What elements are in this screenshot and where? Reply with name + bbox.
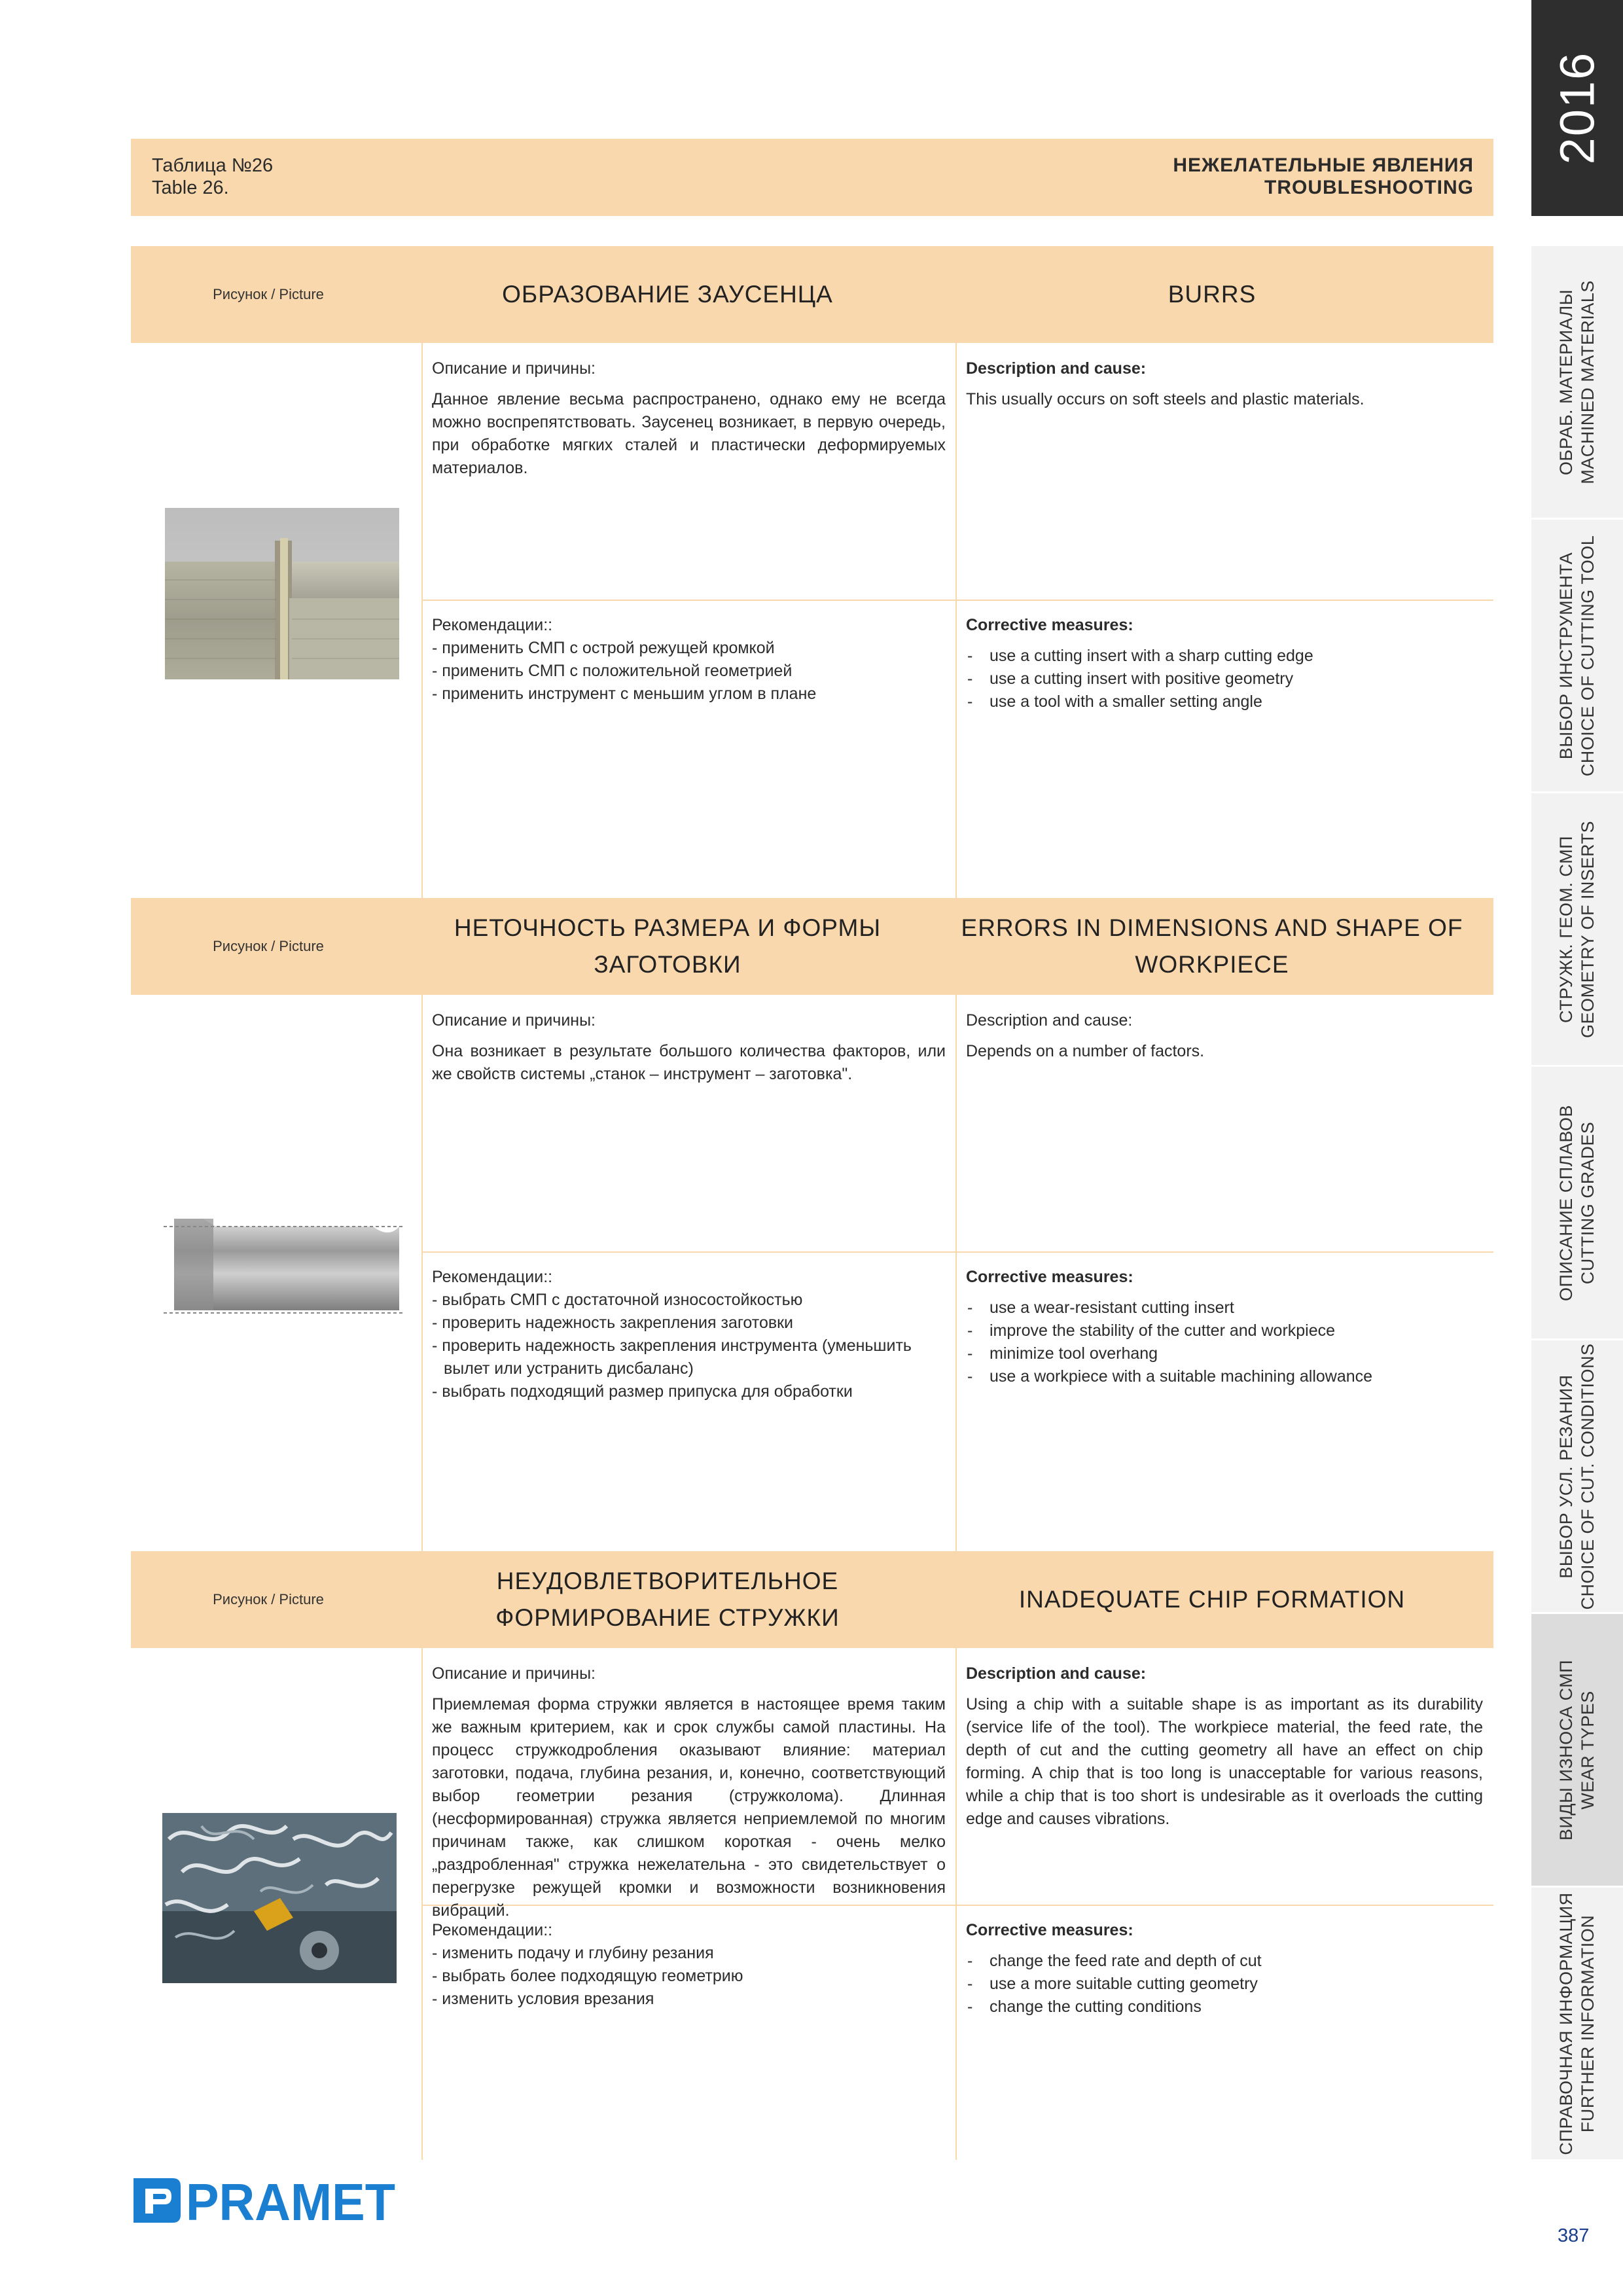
tab-wear-types[interactable]: [1531, 1614, 1623, 1888]
tab-label-en: MACHINED MATERIALS: [1578, 279, 1597, 484]
picture-label: Рисунок / Picture: [213, 1591, 324, 1607]
table-number-en: Table 26.: [152, 177, 229, 198]
tab-label-en: CUTTING GRADES: [1578, 1121, 1597, 1284]
section-header-band: [131, 1551, 1493, 1648]
column-divider: [955, 995, 957, 1552]
tab-label-ru: ОПИСАНИЕ СПЛАВОВ: [1556, 1104, 1576, 1301]
description-label-en: Description and cause:: [966, 1011, 1133, 1030]
description-text-ru: Данное явление весьма распространено, однако ему не всегда можно воспрепятствовать. Заусенец возникает, в первую очередь, при обработке мягких сталей и пластически деформируемых материалов.: [432, 390, 946, 477]
description-ru: [432, 1662, 946, 1922]
section-title-en: INADEQUATE CHIP FORMATION: [1018, 1586, 1406, 1613]
list-item: - выбрать СМП с достаточной износостойкостью: [432, 1291, 803, 1309]
column-divider: [421, 343, 423, 901]
list-item: - выбрать подходящий размер припуска для обработки: [432, 1382, 853, 1401]
list-item: - use a cutting insert with a sharp cutting edge: [966, 645, 1483, 668]
recommendations-label-en: Corrective measures:: [966, 1921, 1133, 1939]
pramet-logo: [131, 2174, 399, 2227]
description-label-ru: Описание и причины:: [432, 1011, 596, 1030]
tab-label: [1556, 1659, 1599, 1840]
section-header-band: [131, 246, 1493, 343]
tab-label-en: WEAR TYPES: [1578, 1690, 1597, 1810]
tab-label-ru: ВИДЫ ИЗНОСА СМП: [1556, 1659, 1576, 1840]
recommendations-label-ru: Рекомендации::: [432, 616, 553, 634]
year-tab: [1531, 0, 1623, 216]
row-divider: [957, 1905, 1493, 1906]
tab-label-ru: СТРУЖК. ГЕОМ. СМП: [1556, 835, 1576, 1023]
list-item: - изменить условия врезания: [432, 1990, 654, 2008]
list-item: - change the cutting conditions: [966, 1996, 1483, 2018]
description-text-ru: Приемлемая форма стружки является в настоящее время таким же важным критерием, как и срок службы самой пластины. На процесс стружкодробления оказывают влияние: материал заготовки, подача, глубина резания, и, конечно, соответствующий выбор геометрии резания (стружколома). Длинная (несформированная) стружка является неприемлемой по многим причинам также, как слишком короткая - очень мелко „раздробленная" стружка нежелательна - это свидетельствует о перегрузке режущей кромки и возможности возникновения вибраций.: [432, 1695, 946, 1920]
description-text-ru: Она возникает в результате большого количества факторов, или же свойств системы „станок – инструмент – заготовка".: [432, 1042, 946, 1083]
tab-machined-materials[interactable]: [1531, 246, 1623, 520]
tab-label: [1556, 1105, 1599, 1301]
picture-label: Рисунок / Picture: [213, 938, 324, 954]
recommendations-label-en: Corrective measures:: [966, 1268, 1133, 1286]
recommendations-ru: [432, 614, 946, 706]
table-title: [1173, 154, 1474, 199]
description-text-en: Depends on a number of factors.: [966, 1042, 1205, 1060]
tab-label: [1556, 280, 1599, 484]
workpiece-photo: [164, 1212, 403, 1317]
table-title-ru: НЕЖЕЛАТЕЛЬНЫЕ ЯВЛЕНИЯ: [1173, 154, 1474, 176]
list-item: - minimize tool overhang: [966, 1342, 1483, 1365]
tab-label: [1556, 1343, 1599, 1609]
logo-text: PRAMET: [186, 2174, 396, 2227]
section-title-ru: НЕУДОВЛЕТВОРИТЕЛЬНОЕ ФОРМИРОВАНИЕ СТРУЖКИ: [495, 1568, 840, 1631]
column-divider: [421, 1648, 423, 2160]
column-divider: [955, 343, 957, 901]
tab-label: [1556, 1892, 1599, 2155]
tab-label-ru: ОБРАБ. МАТЕРИАЛЫ: [1556, 289, 1576, 475]
section-title-ru: ОБРАЗОВАНИЕ ЗАУСЕНЦА: [502, 281, 833, 308]
list-item: - use a tool with a smaller setting angle: [966, 691, 1483, 713]
description-label-ru: Описание и причины:: [432, 359, 596, 378]
column-divider: [421, 995, 423, 1552]
table-number: [152, 154, 273, 199]
section-title-en: ERRORS IN DIMENSIONS AND SHAPE OF WORKPIECE: [961, 914, 1463, 978]
tab-choice-of-cut-conditions[interactable]: [1531, 1340, 1623, 1614]
list-item: - применить СМП с острой режущей кромкой: [432, 639, 775, 657]
row-divider: [423, 600, 955, 601]
list-item: - change the feed rate and depth of cut: [966, 1950, 1483, 1973]
list-item: - применить СМП с положительной геометрией: [432, 662, 793, 680]
tab-label-ru: ВЫБОР УСЛ. РЕЗАНИЯ: [1556, 1374, 1576, 1579]
row-divider: [423, 1251, 955, 1253]
description-text-en: Using a chip with a suitable shape is as important as its durability (service life of the tool). The workpiece material, the feed rate, the depth of cut and the cutting geometry all have an effect on chip forming. A chip that is too long is unacceptable for various reasons, while a chip that is too short is undesirable as it overloads the cutting edge and causes vibrations.: [966, 1695, 1483, 1828]
table-header-band: [131, 139, 1493, 216]
description-label-ru: Описание и причины:: [432, 1664, 596, 1683]
table-title-en: TROUBLESHOOTING: [1264, 177, 1474, 198]
description-ru: [432, 1009, 946, 1086]
description-en: [966, 1009, 1483, 1063]
description-label-en: Description and cause:: [966, 359, 1147, 378]
year-label: 2016: [1550, 51, 1605, 165]
section-chip-formation: [131, 1551, 1493, 2160]
tab-further-information[interactable]: [1531, 1888, 1623, 2161]
chip-photo: [162, 1813, 397, 1983]
recommendations-ru: [432, 1266, 946, 1403]
burr-photo: [165, 508, 399, 679]
picture-label: Рисунок / Picture: [213, 286, 324, 302]
list-item: - изменить подачу и глубину резания: [432, 1944, 714, 1962]
list-item: - use a cutting insert with positive geometry: [966, 668, 1483, 691]
list-item: - use a wear-resistant cutting insert: [966, 1297, 1483, 1319]
recommendations-label-ru: Рекомендации::: [432, 1921, 553, 1939]
list-item: - применить инструмент с меньшим углом в плане: [432, 685, 817, 703]
list-item: - use a workpiece with a suitable machining allowance: [966, 1365, 1483, 1388]
list-item: - выбрать более подходящую геометрию: [432, 1967, 743, 1985]
page-number: 387: [1558, 2225, 1590, 2246]
list-item: - проверить надежность закрепления заготовки: [432, 1314, 794, 1332]
description-en: [966, 1662, 1483, 1831]
recommendations-label-ru: Рекомендации::: [432, 1268, 553, 1286]
list-item: - use a more suitable cutting geometry: [966, 1973, 1483, 1996]
tab-label-en: GEOMETRY OF INSERTS: [1578, 820, 1597, 1038]
tab-label-en: CHOICE OF CUTTING TOOL: [1578, 535, 1597, 776]
section-burrs: [131, 246, 1493, 901]
recommendations-ru: [432, 1919, 946, 2011]
tab-label: [1556, 820, 1599, 1037]
row-divider: [957, 600, 1493, 601]
description-label-en: Description and cause:: [966, 1664, 1147, 1683]
tab-choice-of-cutting-tool[interactable]: [1531, 520, 1623, 793]
recommendations-label-en: Corrective measures:: [966, 616, 1133, 634]
tab-cutting-grades[interactable]: [1531, 1067, 1623, 1340]
tab-label: [1556, 535, 1599, 776]
description-text-en: This usually occurs on soft steels and plastic materials.: [966, 390, 1364, 408]
column-divider: [955, 1648, 957, 2160]
section-dimension-errors: [131, 898, 1493, 1552]
tab-geometry-of-inserts[interactable]: [1531, 793, 1623, 1067]
list-item: - improve the stability of the cutter and workpiece: [966, 1319, 1483, 1342]
list-item: - проверить надежность закрепления инструмента (уменьшить вылет или устранить дисбаланс): [432, 1336, 912, 1378]
section-title-ru: НЕТОЧНОСТЬ РАЗМЕРА И ФОРМЫ ЗАГОТОВКИ: [454, 914, 882, 978]
table-number-ru: Таблица №26: [152, 155, 274, 176]
recommendations-en: [966, 1266, 1483, 1388]
recommendations-en: [966, 1919, 1483, 2018]
description-ru: [432, 357, 946, 480]
section-title-en: BURRS: [1168, 281, 1257, 308]
tab-label-en: FURTHER INFORMATION: [1578, 1914, 1597, 2132]
tab-label-en: CHOICE OF CUT. CONDITIONS: [1578, 1342, 1597, 1610]
recommendations-en: [966, 614, 1483, 713]
section-header-band: [131, 898, 1493, 995]
description-en: [966, 357, 1483, 411]
tab-label-ru: ВЫБОР ИНСТРУМЕНТА: [1556, 552, 1576, 759]
tab-label-ru: СПРАВОЧНАЯ ИНФОРМАЦИЯ: [1556, 1892, 1576, 2155]
row-divider: [957, 1251, 1493, 1253]
